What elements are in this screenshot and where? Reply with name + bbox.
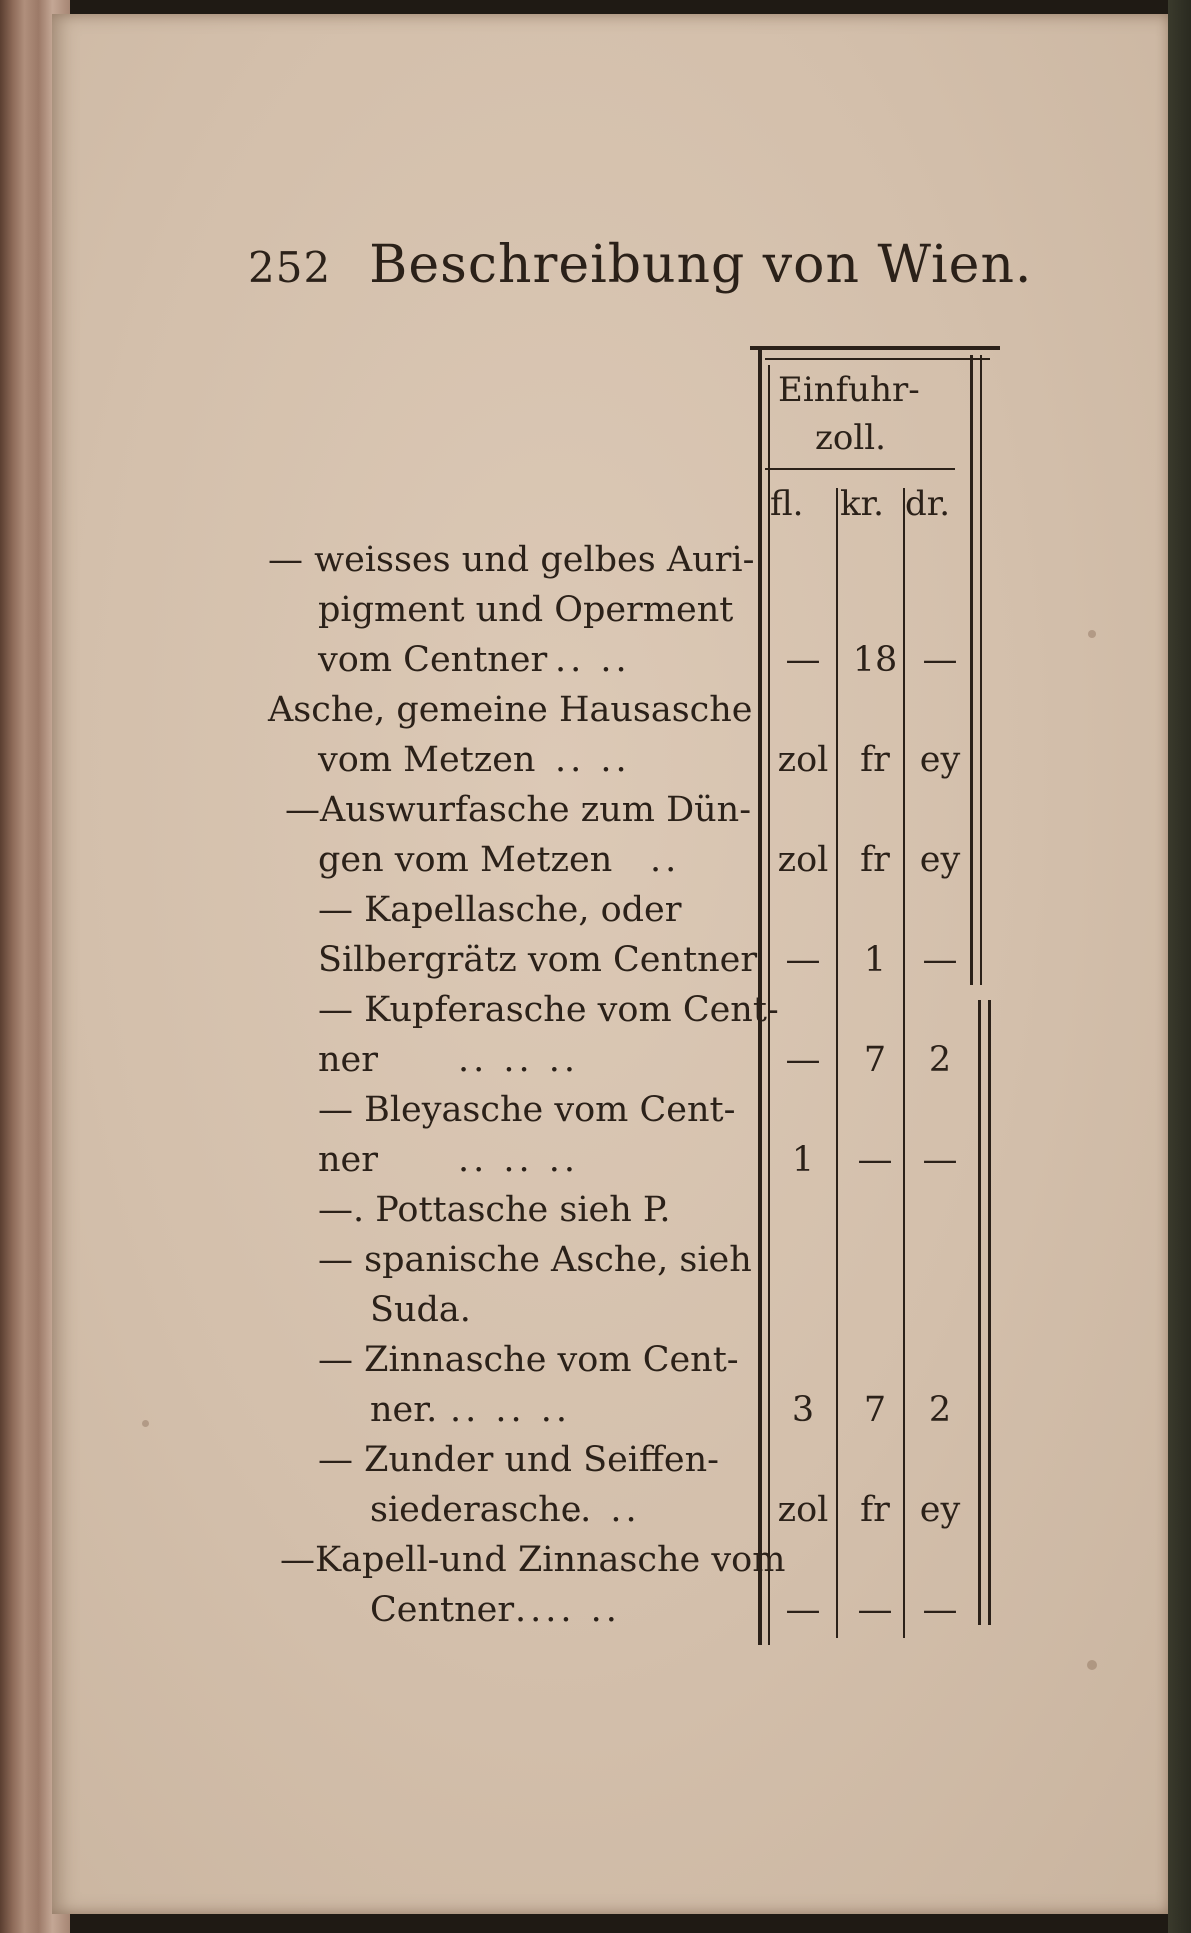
cell-dr: ey xyxy=(919,1490,961,1530)
table-row xyxy=(0,940,1191,986)
cell-kr: — xyxy=(857,1590,893,1630)
table-row xyxy=(0,590,1191,636)
table-row xyxy=(0,1290,1191,1336)
cell-kr: 18 xyxy=(852,640,898,680)
entry-line: Centner xyxy=(370,1590,515,1630)
table-row xyxy=(0,840,1191,886)
cell-dr: — xyxy=(922,640,958,680)
entry-line: Asche, gemeine Hausasche xyxy=(268,690,753,730)
cell-fl: — xyxy=(785,640,821,680)
cell-kr: — xyxy=(857,1140,893,1180)
leader-dots: .. .. .. xyxy=(450,1390,572,1430)
entry-line: siederasche xyxy=(370,1490,582,1530)
leader-dots: .. xyxy=(650,840,681,880)
column-header-kr: kr. xyxy=(840,484,884,524)
entry-line: — Bleyasche vom Cent- xyxy=(318,1090,736,1130)
cell-dr: ey xyxy=(919,740,961,780)
cell-dr: — xyxy=(922,1140,958,1180)
leader-dots: .. .. xyxy=(555,740,631,780)
cell-fl: 3 xyxy=(791,1390,815,1430)
table-row xyxy=(0,540,1191,586)
page-number: 252 xyxy=(248,243,332,292)
table-row xyxy=(0,1390,1191,1436)
table-row xyxy=(0,690,1191,736)
cell-fl: zol xyxy=(777,1490,829,1530)
entry-line: vom Centner xyxy=(318,640,548,680)
table-row xyxy=(0,1090,1191,1136)
entry-line: vom Metzen xyxy=(318,740,536,780)
entry-line: —. Pottasche sieh P. xyxy=(318,1190,671,1230)
cell-dr: 2 xyxy=(928,1040,952,1080)
page-header xyxy=(248,235,1032,295)
cell-dr: 2 xyxy=(928,1390,952,1430)
cell-fl: — xyxy=(785,940,821,980)
table-row xyxy=(0,790,1191,836)
page-title: Beschreibung von Wien. xyxy=(369,235,1033,295)
table-row xyxy=(0,1540,1191,1586)
table-top-rule-inner xyxy=(765,358,990,360)
entry-line: ner xyxy=(318,1040,378,1080)
entry-line: — Zunder und Seiffen- xyxy=(318,1440,719,1480)
cell-dr: — xyxy=(922,940,958,980)
entry-line: — spanische Asche, sieh xyxy=(318,1240,752,1280)
column-group-rule xyxy=(765,468,955,470)
entry-line: Silbergrätz vom Centner xyxy=(318,940,758,980)
table-row xyxy=(0,1240,1191,1286)
table-row xyxy=(0,1490,1191,1536)
entry-line: — Kupferasche vom Cent- xyxy=(318,990,779,1030)
entry-line: —Auswurfasche zum Dün- xyxy=(285,790,752,830)
table-row xyxy=(0,1040,1191,1086)
table-row xyxy=(0,1440,1191,1486)
column-group-label-line-1: Einfuhr- xyxy=(778,370,920,410)
entry-line: ner. xyxy=(370,1390,438,1430)
column-header-dr: dr. xyxy=(905,484,951,524)
table-row xyxy=(0,740,1191,786)
table-row xyxy=(0,640,1191,686)
paper-stain xyxy=(1087,1660,1097,1670)
cell-fl: zol xyxy=(777,840,829,880)
cell-kr: fr xyxy=(860,1490,890,1530)
cell-kr: 7 xyxy=(863,1040,887,1080)
cell-dr: — xyxy=(922,1590,958,1630)
entry-line: — Zinnasche vom Cent- xyxy=(318,1340,739,1380)
entry-line: ner xyxy=(318,1140,378,1180)
leader-dots: .. .. xyxy=(555,640,631,680)
cell-fl: — xyxy=(785,1040,821,1080)
table-row xyxy=(0,1140,1191,1186)
table-row xyxy=(0,1340,1191,1386)
cell-kr: fr xyxy=(860,840,890,880)
entry-line: gen vom Metzen xyxy=(318,840,613,880)
table-row xyxy=(0,1590,1191,1636)
leader-dots: .. .. xyxy=(565,1490,641,1530)
cell-fl: — xyxy=(785,1590,821,1630)
entry-line: pigment und Operment xyxy=(318,590,734,630)
entry-line: —Kapell-und Zinnasche vom xyxy=(280,1540,786,1580)
table-top-rule xyxy=(750,346,1000,350)
entry-line: — weisses und gelbes Auri- xyxy=(268,540,755,580)
table-row xyxy=(0,1190,1191,1236)
cell-kr: fr xyxy=(860,740,890,780)
cell-kr: 1 xyxy=(863,940,887,980)
entry-line: Suda. xyxy=(370,1290,471,1330)
cell-kr: 7 xyxy=(863,1390,887,1430)
column-group-label-line-2: zoll. xyxy=(815,418,886,458)
leader-dots: .. .. .. xyxy=(458,1140,580,1180)
leader-dots: .. .. .. xyxy=(458,1040,580,1080)
cell-fl: 1 xyxy=(791,1140,815,1180)
table-row xyxy=(0,990,1191,1036)
cell-fl: zol xyxy=(777,740,829,780)
entry-line: — Kapellasche, oder xyxy=(318,890,682,930)
column-header-fl: fl. xyxy=(770,484,804,524)
leader-dots: .... .. xyxy=(515,1590,621,1630)
table-row xyxy=(0,890,1191,936)
cell-dr: ey xyxy=(919,840,961,880)
